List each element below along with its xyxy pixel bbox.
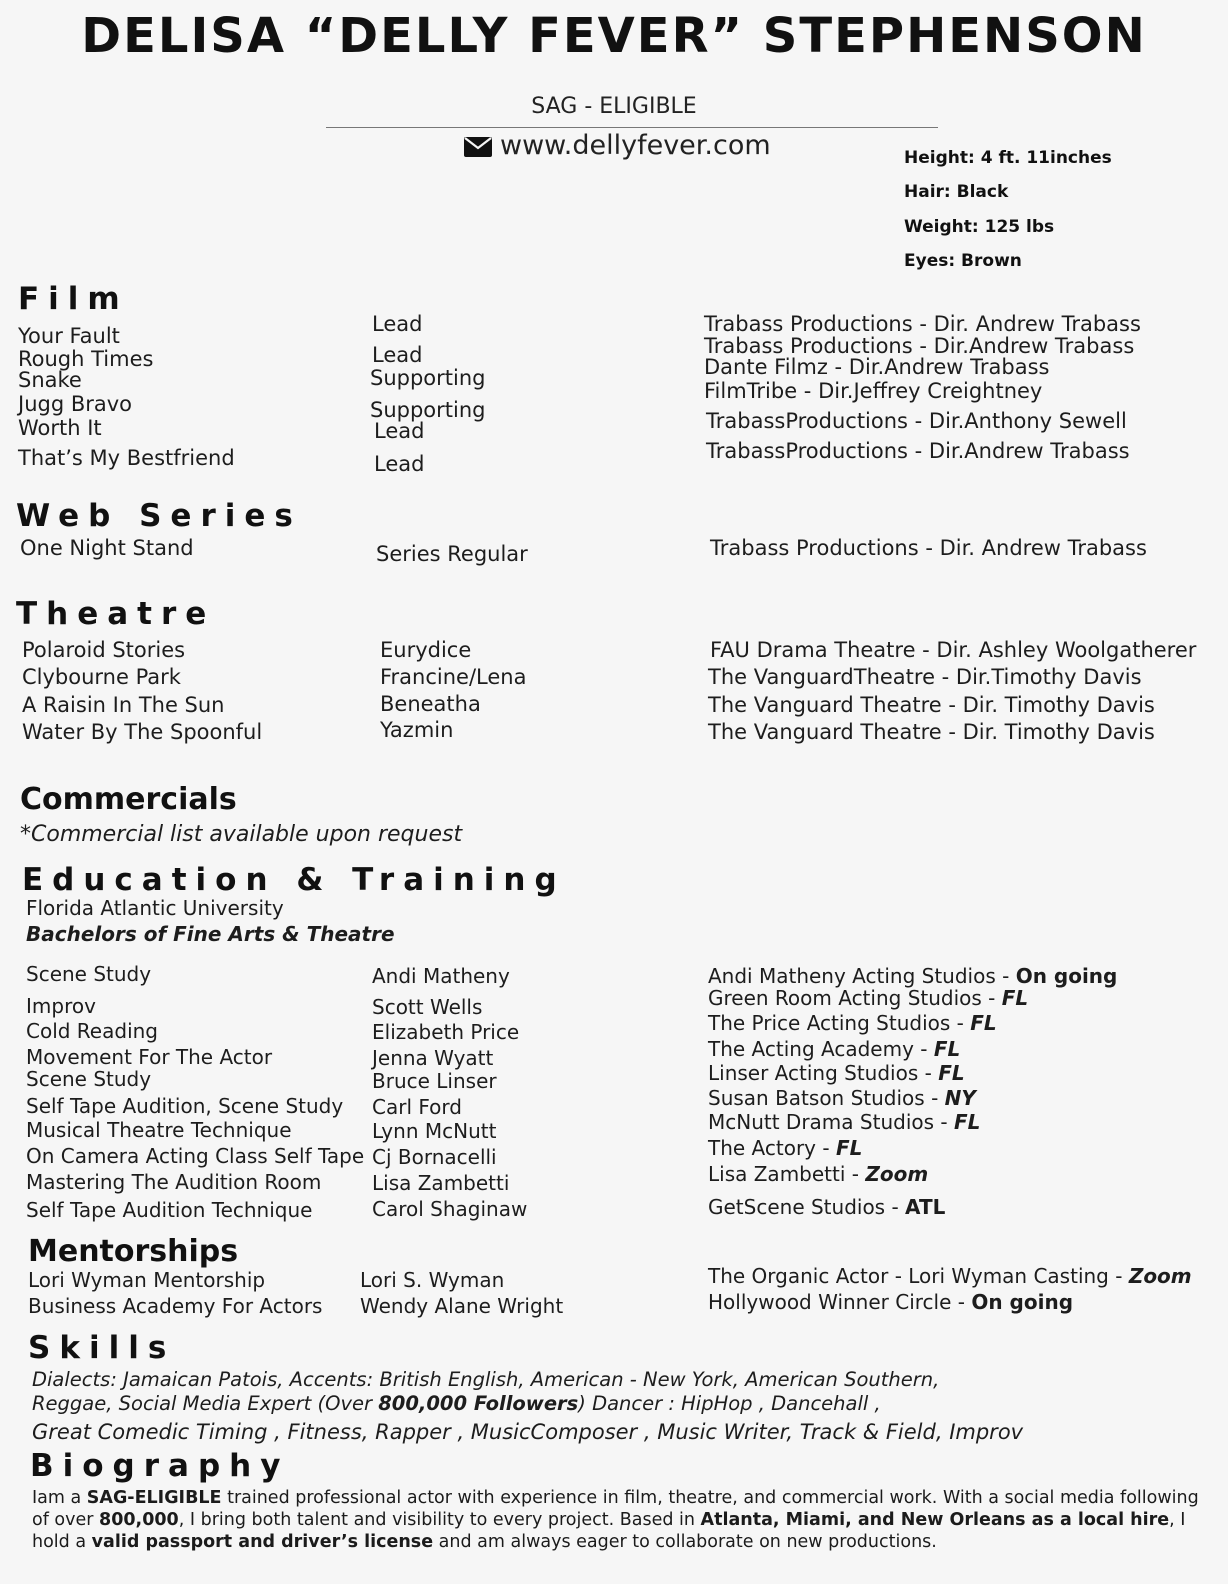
mentorship-org: Hollywood Winner Circle - On going: [708, 1290, 1074, 1314]
mentorship-program: Lori Wyman Mentorship: [28, 1268, 266, 1292]
film-company: TrabassProductions - Dir.Andrew Trabass: [706, 439, 1130, 463]
training-studio: Green Room Acting Studios - FL: [708, 986, 1029, 1010]
theatre-role: Eurydice: [380, 638, 472, 662]
training-studio: GetScene Studios - ATL: [708, 1195, 946, 1219]
mentorship-location-tag: On going: [971, 1290, 1074, 1314]
film-company: FilmTribe - Dir.Jeffrey Creightney: [704, 379, 1043, 403]
film-company: Dante Filmz - Dir.Andrew Trabass: [704, 355, 1050, 379]
skills-line: Reggae, Social Media Expert (Over 800,000 Followers) Dancer : HipHop , Dancehall ,: [32, 1392, 881, 1415]
mentorship-mentor: Wendy Alane Wright: [360, 1294, 564, 1318]
training-class: Musical Theatre Technique: [26, 1118, 292, 1142]
training-location-tag: FL: [938, 1061, 965, 1085]
theatre-project: A Raisin In The Sun: [22, 693, 225, 717]
film-project: Jugg Bravo: [18, 392, 133, 416]
skills-line: Dialects: Jamaican Patois, Accents: British English, American - New York, American Southern,: [32, 1368, 940, 1391]
skills-line: Great Comedic Timing , Fitness, Rapper , MusicComposer , Music Writer, Track & Field, Improv: [32, 1420, 1024, 1444]
film-role: Lead: [372, 343, 423, 367]
training-studio: The Price Acting Studios - FL: [708, 1011, 997, 1035]
stat-height: Height: 4 ft. 11inches: [904, 148, 1112, 168]
mentorship-org: The Organic Actor - Lori Wyman Casting - Zoom: [708, 1264, 1192, 1288]
training-teacher: Carol Shaginaw: [372, 1197, 528, 1221]
training-class: Self Tape Audition, Scene Study: [26, 1094, 344, 1118]
training-teacher: Jenna Wyatt: [372, 1046, 494, 1070]
commercials-note: *Commercial list available upon request: [20, 822, 463, 847]
stat-eyes: Eyes: Brown: [904, 251, 1022, 271]
training-studio: Susan Batson Studios - NY: [708, 1086, 976, 1110]
section-theatre-heading: Theatre: [16, 596, 216, 632]
section-skills-heading: Skills: [28, 1330, 176, 1366]
theatre-role: Yazmin: [380, 718, 454, 742]
training-location-tag: ATL: [905, 1195, 946, 1219]
envelope-icon: [464, 137, 492, 157]
education-degree: Bachelors of Fine Arts & Theatre: [26, 922, 395, 946]
training-teacher: Lynn McNutt: [372, 1119, 497, 1143]
section-education-heading: Education & Training: [22, 862, 566, 898]
film-project: Snake: [18, 368, 82, 392]
training-location-tag: On going: [1015, 964, 1118, 988]
training-studio: Lisa Zambetti - Zoom: [708, 1162, 929, 1186]
skills-followers-highlight: 800,000 Followers: [378, 1392, 579, 1415]
film-company: Trabass Productions - Dir.Andrew Trabass: [704, 334, 1135, 358]
section-web-series-heading: Web Series: [16, 498, 302, 534]
training-teacher: Carl Ford: [372, 1095, 462, 1119]
training-location-tag: FL: [933, 1037, 961, 1061]
union-status: SAG - ELIGIBLE: [531, 94, 697, 119]
theatre-company: The Vanguard Theatre - Dir. Timothy Davis: [708, 720, 1155, 744]
film-project: Your Fault: [18, 324, 120, 348]
training-studio: Andi Matheny Acting Studios - On going: [708, 964, 1118, 988]
training-class: Scene Study: [26, 962, 152, 986]
training-teacher: Lisa Zambetti: [372, 1171, 510, 1195]
theatre-project: Clybourne Park: [22, 665, 181, 689]
film-role: Lead: [374, 452, 425, 476]
mentorship-program: Business Academy For Actors: [28, 1294, 323, 1318]
training-location-tag: FL: [1001, 986, 1029, 1010]
website-line: [464, 130, 771, 161]
training-teacher: Scott Wells: [372, 995, 483, 1019]
training-studio: The Actory - FL: [708, 1136, 863, 1160]
training-class: Mastering The Audition Room: [26, 1170, 322, 1194]
theatre-project: Polaroid Stories: [22, 638, 186, 662]
stat-hair: Hair: Black: [904, 182, 1009, 202]
training-location-tag: FL: [953, 1110, 981, 1134]
film-role: Supporting: [370, 366, 486, 390]
biography-text: Iam a SAG-ELIGIBLE trained professional actor with experience in film, theatre, and commercial work. With a social media following of over 800,000, I bring both talent and visibility to every project. Based in Atlanta, Miami, and New Orleans as a local hire, I hold a valid passport and driver’s license and am always eager to collaborate on new productions.: [32, 1488, 1199, 1552]
section-mentorships-heading: Mentorships: [28, 1234, 239, 1269]
theatre-role: Beneatha: [380, 692, 481, 716]
mentorship-mentor: Lori S. Wyman: [360, 1268, 505, 1292]
web-series-role: Series Regular: [376, 542, 528, 566]
training-location-tag: Zoom: [865, 1162, 929, 1186]
theatre-company: The VanguardTheatre - Dir.Timothy Davis: [708, 665, 1142, 689]
theatre-project: Water By The Spoonful: [22, 720, 263, 744]
training-location-tag: FL: [970, 1011, 997, 1035]
training-class: Scene Study: [26, 1067, 152, 1091]
film-role: Supporting: [370, 398, 486, 422]
training-teacher: Andi Matheny: [372, 964, 510, 988]
training-studio: McNutt Drama Studios - FL: [708, 1110, 981, 1134]
training-teacher: Cj Bornacelli: [372, 1145, 497, 1169]
header-divider: [326, 127, 938, 128]
website-link[interactable]: www.dellyfever.com: [500, 130, 771, 161]
web-series-project: One Night Stand: [20, 536, 194, 560]
training-class: Improv: [26, 994, 96, 1018]
training-studio: The Acting Academy - FL: [708, 1037, 961, 1061]
training-location-tag: FL: [835, 1136, 863, 1160]
training-class: Movement For The Actor: [26, 1045, 273, 1069]
theatre-company: The Vanguard Theatre - Dir. Timothy Davis: [708, 693, 1155, 717]
web-series-company: Trabass Productions - Dir. Andrew Trabass: [710, 536, 1147, 560]
training-teacher: Elizabeth Price: [372, 1020, 520, 1044]
training-location-tag: NY: [944, 1086, 976, 1110]
training-teacher: Bruce Linser: [372, 1069, 497, 1093]
section-film-heading: Film: [18, 281, 129, 317]
theatre-role: Francine/Lena: [380, 665, 527, 689]
section-commercials-heading: Commercials: [20, 782, 237, 817]
film-company: Trabass Productions - Dir. Andrew Trabass: [704, 312, 1141, 336]
section-biography-heading: Biography: [30, 1448, 290, 1484]
training-class: Cold Reading: [26, 1019, 158, 1043]
training-studio: Linser Acting Studios - FL: [708, 1061, 965, 1085]
training-class: On Camera Acting Class Self Tape: [26, 1144, 365, 1168]
film-role: Lead: [374, 419, 425, 443]
film-project: That’s My Bestfriend: [18, 446, 235, 470]
actor-name: DELISA “DELLY FEVER” STEPHENSON: [81, 8, 1147, 64]
film-project: Rough Times: [18, 347, 154, 371]
film-company: TrabassProductions - Dir.Anthony Sewell: [706, 409, 1127, 433]
mentorship-location-tag: Zoom: [1128, 1264, 1192, 1288]
training-class: Self Tape Audition Technique: [26, 1198, 313, 1222]
film-project: Worth It: [18, 416, 102, 440]
film-role: Lead: [372, 312, 423, 336]
stat-weight: Weight: 125 lbs: [904, 217, 1055, 237]
education-school: Florida Atlantic University: [26, 896, 284, 920]
theatre-company: FAU Drama Theatre - Dir. Ashley Woolgatherer: [710, 638, 1197, 662]
